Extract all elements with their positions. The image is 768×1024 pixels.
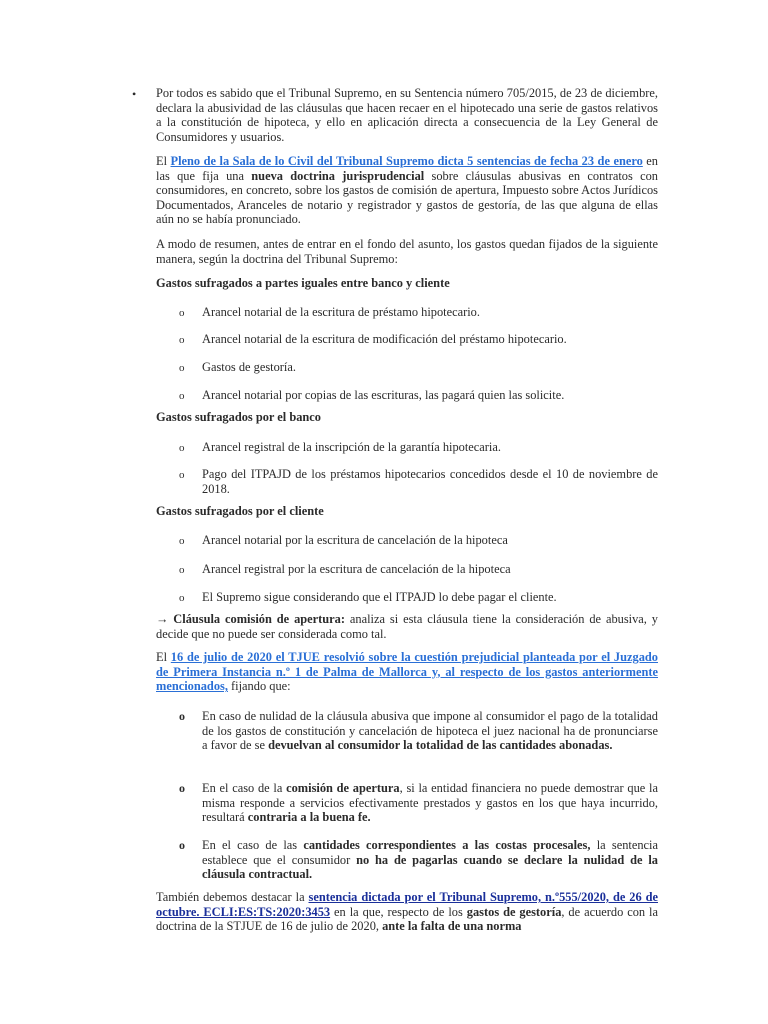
text-run: analiza si esta cláusula tiene la consideración de abusiva, y decide que no puede ser considerada como tal. — [156, 612, 658, 641]
list-marker: o — [179, 334, 185, 346]
link-pleno-sentencias[interactable]: Pleno de la Sala de lo Civil del Tribunal Supremo dicta 5 sentencias de fecha 23 de enero — [170, 154, 643, 168]
list-item — [202, 709, 658, 753]
text-run: En caso de nulidad de la cláusula abusiva que impone al consumidor el pago de la totalidad de los gastos de constitución y cancelación de hipoteca el juez nacional ha de pronunciarse a favor de se — [202, 709, 658, 753]
text-run: en la que, respecto de los — [330, 904, 467, 919]
text-run: , de acuerdo con la doctrina de la STJUE de 16 de julio de 2020, — [156, 904, 658, 934]
heading-partes-iguales: Gastos sufragados a partes iguales entre banco y cliente — [156, 276, 450, 290]
bold-run: devuelvan al consumidor la totalidad de las cantidades abonadas. — [268, 738, 613, 753]
paragraph-comision-apertura — [156, 612, 658, 641]
list-marker: o — [179, 709, 185, 723]
list-marker: o — [179, 469, 185, 481]
link-tjue-cuestion-prejudicial[interactable]: 16 de julio de 2020 el TJUE resolvió sobre la cuestión prejudicial planteada por el Juzgado de Primera Instancia n.º 1 de Palma de Mallorca y, al respecto de los gastos anteriormente mencionados, — [156, 650, 658, 694]
list-marker: o — [179, 838, 185, 852]
bold-run: ante la falta de una norma — [382, 919, 522, 934]
paragraph-resumen: A modo de resumen, antes de entrar en el fondo del asunto, los gastos quedan fijados de la siguiente manera, según la doctrina del Tribunal Supremo: — [156, 237, 658, 266]
text-run: , si la entidad financiera no puede demostrar que la misma responde a servicios efectivamente prestados y gastos en los que haya incurrido, resultará — [202, 781, 658, 825]
text-run: sobre cláusulas abusivas en contratos con consumidores, en concreto, sobre los gastos de comisión de apertura, Impuesto sobre Actos Jurídicos Documentados, Aranceles de notario y registrador y gastos de gestoría, de las que alguna de ellas aún no se había pronunciado. — [156, 168, 658, 227]
paragraph-intro: Por todos es sabido que el Tribunal Supremo, en su Sentencia número 705/2015, de 23 de diciembre, declara la abusividad de las cláusulas que hacen recaer en el hipotecado una serie de gastos relativos a la constitución de hipoteca, y ello en aplicación directa a consecuencia de la Ley General de Consumidores y usuarios. — [156, 86, 658, 144]
text-run: la sentencia establece que el consumidor — [202, 838, 658, 867]
list-marker: o — [179, 362, 185, 374]
bold-run: gastos de gestoría — [466, 904, 562, 919]
list-marker: o — [179, 442, 185, 454]
bold-run: contraria a la buena fe. — [247, 810, 371, 825]
paragraph-sentencia-555 — [156, 890, 658, 934]
text-run: En el caso de la — [202, 781, 287, 795]
text-run: El — [156, 154, 171, 168]
list-item: Arancel registral por la escritura de cancelación de la hipoteca — [202, 562, 511, 576]
list-item: Arancel notarial de la escritura de modificación del préstamo hipotecario. — [202, 332, 567, 346]
bullet-marker: • — [132, 87, 137, 101]
text-run: fijando que: — [227, 679, 291, 694]
list-item: Gastos de gestoría. — [202, 360, 296, 374]
list-marker: o — [179, 535, 185, 547]
bold-run: no ha de pagarlas cuando se declare la nulidad de la cláusula contractual. — [202, 852, 658, 882]
list-marker: o — [179, 307, 185, 319]
list-item: Arancel registral de la inscripción de la garantía hipotecaria. — [202, 440, 501, 454]
bold-run: comisión de apertura — [286, 781, 400, 795]
bold-run: nueva doctrina jurisprudencial — [251, 168, 425, 183]
text-run: En el caso de las — [202, 838, 304, 852]
list-item: El Supremo sigue considerando que el ITPAJD lo debe pagar el cliente. — [202, 590, 557, 604]
bold-run: cantidades correspondientes a las costas procesales, — [303, 838, 591, 852]
paragraph-tjue — [156, 650, 658, 694]
list-marker: o — [179, 390, 185, 402]
heading-banco: Gastos sufragados por el banco — [156, 410, 321, 424]
list-item: Pago del ITPAJD de los préstamos hipotecarios concedidos desde el 10 de noviembre de 2018. — [202, 467, 658, 496]
list-item — [202, 838, 658, 882]
list-marker: o — [179, 781, 185, 795]
text-run: en las que fija una — [156, 154, 659, 183]
list-item: Arancel notarial por copias de las escrituras, las pagará quien las solicite. — [202, 388, 565, 402]
list-item: Arancel notarial por la escritura de cancelación de la hipoteca — [202, 533, 508, 547]
list-marker: o — [179, 564, 185, 576]
list-item: Arancel notarial de la escritura de préstamo hipotecario. — [202, 305, 480, 319]
text-run: También debemos destacar la — [156, 890, 309, 904]
heading-cliente: Gastos sufragados por el cliente — [156, 504, 324, 518]
list-item — [202, 781, 658, 825]
link-sentencia-555-2020[interactable]: sentencia dictada por el Tribunal Supremo, n.º555/2020, de 26 de octubre. ECLI:ES:TS:2020:3453 — [156, 890, 658, 919]
bold-run: → Cláusula comisión de apertura: — [156, 612, 345, 626]
list-marker: o — [179, 592, 185, 604]
paragraph-pleno — [156, 154, 658, 227]
text-run: El — [156, 650, 171, 664]
